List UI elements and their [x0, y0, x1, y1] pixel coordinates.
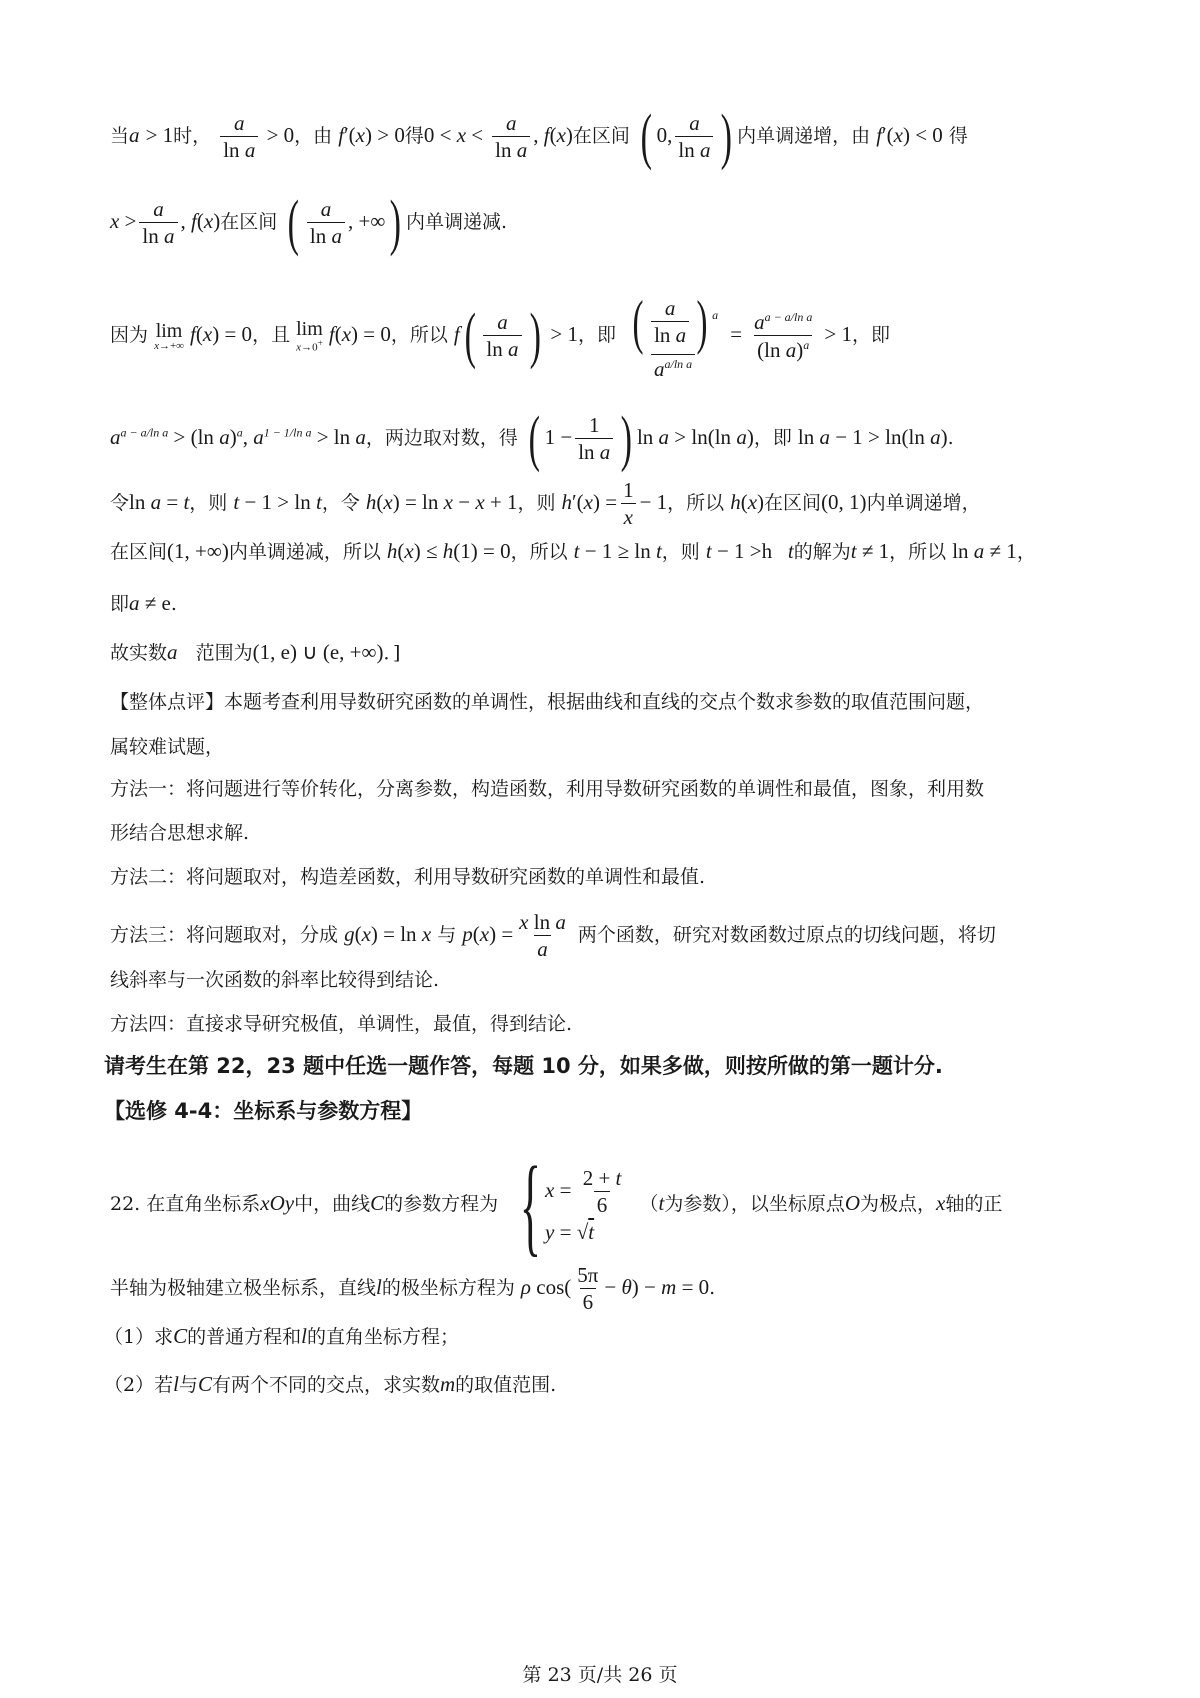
text: 属较难试题，	[110, 736, 225, 758]
text: 因为	[110, 324, 149, 346]
text: ，且	[252, 324, 291, 346]
text: 内单调递增，由	[737, 125, 871, 147]
text-line: 在区间(1, +∞)内单调递减，所以 h(x) ≤ h(1) = 0，所以 t − 1 ≥ ln t，则 t − 1 >h t的解为t ≠ 1，所以 ln a ≠ 1，	[110, 539, 1036, 563]
fraction: $\frac{\text{x ln a}}{a}$	[519, 910, 566, 961]
text-line: 令ln a = t，则 t − 1 > ln t，令 h(x) = ln x − x + 1，则 h′(x) = $\frac{1}{x}$ − 1，所以 h(x)在区间(0, 1)内单调递增，	[110, 478, 981, 529]
text: ，即	[753, 427, 792, 449]
text: 的参数方程为	[384, 1193, 499, 1215]
text: ，即	[578, 324, 617, 346]
text: 【选修 4-4：坐标系与参数方程】	[104, 1099, 423, 1123]
text: 方法四：直接求导研究极值，单调性，最值，得到结论.	[110, 1013, 573, 1035]
text: 22. 在直角坐标系	[110, 1193, 261, 1215]
text: （1）求	[104, 1326, 174, 1348]
text: （2）若	[104, 1374, 174, 1396]
page-footer: 第 23 页/共 26 页	[522, 1664, 678, 1686]
text-line: 当a > 1时， $\frac{a}{\text{ln a}}$ > 0，由 f′(x) > 0得0 < x < $\frac{a}{\text{ln a}}$ , f(x)在区间 ( 0, $\frac{a}{\text{ln a}}$ ) 内单调递增，由 f′(x) < 0 得	[110, 103, 968, 171]
text: 为极点，	[860, 1193, 937, 1215]
text: 得	[948, 125, 968, 147]
fraction: $\frac{a}{\text{ln a}}$	[139, 199, 177, 247]
limit: lim x→+∞	[154, 319, 184, 352]
fraction: $\frac{a^{a - a/ln a}}{(\ln a)^a}$	[754, 310, 813, 362]
text: .	[709, 1277, 716, 1299]
review-line	[110, 693, 1100, 712]
param-system: x = $\frac{2 + t}{6}$ y = √t	[545, 1165, 622, 1244]
limit: lim x→0+	[296, 317, 323, 354]
method-line	[110, 868, 1100, 887]
fraction: $\frac{1}{\text{ln a}}$	[575, 415, 613, 463]
text: ，由	[294, 125, 333, 147]
text: 为参数），以坐标原点	[664, 1193, 845, 1215]
method-line	[110, 1015, 1100, 1034]
question-22: 半轴为极轴建立极坐标系，直线l的极坐标方程为 ρ cos( $\frac{5\pi}{6}$ − θ) − m = 0.	[110, 1263, 716, 1314]
text: 有两个不同的交点，求实数	[211, 1374, 440, 1396]
text: 的极坐标方程为	[381, 1277, 515, 1299]
text: 中，曲线	[294, 1193, 371, 1215]
text: 轴的正	[945, 1193, 1003, 1215]
text: 请考生在第 22，23 题中任选一题作答，每题 10 分，如果多做，则按所做的第一题计分.	[104, 1054, 943, 1078]
text: 即	[110, 593, 130, 615]
text: 内单调递减.	[405, 211, 508, 233]
text: 半轴为极轴建立极坐标系，直线	[110, 1277, 377, 1299]
text: 在区间	[764, 492, 822, 514]
text: ，即	[851, 324, 890, 346]
method-line	[110, 971, 1100, 990]
text: 在区间	[572, 125, 630, 147]
text: 与	[437, 924, 457, 946]
text: （	[639, 1193, 659, 1215]
text: ，则	[517, 492, 556, 514]
text: 故实数	[110, 642, 168, 664]
text: ，则	[661, 541, 700, 563]
text: 当	[110, 125, 130, 147]
review-line	[110, 738, 1100, 757]
text-line: $a^{a - a/ln a} > (\ln$ a)$^a$, $a^{1 - 1/ln a} > \ln a$，两边取对数，得 ( 1 − $\frac{1}{\text{ln a}}$ ) ln a > ln(ln a)，即 ln a − 1 > ln(ln a).	[110, 405, 954, 473]
text: 形结合思想求解.	[110, 822, 250, 844]
fraction: $\frac{a}{\text{ln a}}$	[492, 113, 530, 161]
fraction: $\frac{a}{\text{ln a}}$	[675, 113, 713, 161]
text: 内单调递减，所以	[228, 541, 381, 563]
text: 令	[110, 492, 130, 514]
text: 的直角坐标方程；	[306, 1326, 459, 1348]
text: .	[947, 427, 954, 449]
text: 方法二：将问题取对，构造差函数，利用导数研究函数的单调性和最值.	[110, 866, 706, 888]
fraction: ( $\frac{a}{\text{ln a}}$ ) $^a$ $a^{a/ln a}$	[632, 289, 719, 381]
text: ，所以	[390, 324, 448, 346]
text: 方法三：将问题取对，分成	[110, 924, 339, 946]
text: 的解为	[793, 541, 851, 563]
text: 的取值范围.	[455, 1374, 557, 1396]
fraction: $\frac{5\pi}{6}$	[577, 1263, 599, 1314]
text-line: 故实数a 范围为(1, e) ∪ (e, +∞)．]	[110, 640, 401, 664]
text: 时，	[173, 125, 212, 147]
text: 范围为	[195, 642, 253, 664]
text: ，所以	[889, 541, 947, 563]
text: 线斜率与一次函数的斜率比较得到结论.	[110, 969, 440, 991]
text: 在区间	[110, 541, 168, 563]
text: ，所以	[667, 492, 725, 514]
text-line: 即a ≠ e.	[110, 591, 177, 615]
text: 方法一：将问题进行等价转化，分离参数，构造函数，利用导数研究函数的单调性和最值，图象，利用数	[110, 778, 985, 800]
text: t	[787, 539, 794, 563]
text: 内单调递增，	[866, 492, 981, 514]
fraction: $\frac{1}{x}$	[620, 480, 637, 528]
text: ，所以	[510, 541, 568, 563]
fraction: $\frac{a}{\text{ln a}}$	[483, 312, 521, 360]
text: 两个函数，研究对数函数过原点的切线问题，将切	[577, 924, 996, 946]
text: ，令	[321, 492, 360, 514]
text: 得	[404, 125, 424, 147]
text: ，则	[189, 492, 228, 514]
text: 【整体点评】本题考查利用导数研究函数的单调性，根据曲线和直线的交点个数求参数的取值范围问题，	[110, 691, 985, 713]
text: ，两边取对数，得	[365, 427, 518, 449]
text: 的普通方程和	[187, 1326, 302, 1348]
method-line: 方法三：将问题取对，分成 g(x) = ln x 与 p(x) = $\frac{\text{x ln a}}{a}$ 两个函数，研究对数函数过原点的切线问题，将切	[110, 910, 996, 961]
text-line: 因为 lim x→+∞ f(x) = 0，且 lim x→0+ f(x) = 0，所以 f( $\frac{a}{\text{ln a}}$ ) > 1，即 ( $\frac{a}{\text{ln a}}$ ) $^a$ $a^{a/ln a}$ = $\frac{a^{a - a/ln a}}{(\ln a)^a}$ > 1，即	[110, 289, 890, 381]
text: 在区间	[220, 211, 278, 233]
fraction: $\frac{a}{\text{ln a}}$	[307, 199, 345, 247]
text: ，	[1016, 541, 1036, 563]
sub-question-1: （1）求C的普通方程和l的直角坐标方程；	[104, 1324, 459, 1348]
text: .	[170, 593, 177, 615]
question-22: 22. 在直角坐标系xOy中，曲线C的参数方程为 { x = $\frac{2 + t}{6}$ y = √t （t为参数），以坐标原点O为极点，x轴的正	[110, 1144, 1003, 1266]
text: 与	[178, 1374, 198, 1396]
text-line: x > $\frac{a}{\text{ln a}}$ , f(x)在区间 ( $\frac{a}{\text{ln a}}$ , +∞) 内单调递减.	[110, 189, 508, 257]
notice	[104, 1056, 1100, 1077]
method-line	[110, 780, 1100, 799]
method-line	[110, 824, 1100, 843]
text: ．]	[383, 642, 401, 664]
sub-question-2: （2）若l与C有两个不同的交点，求实数m的取值范围.	[104, 1372, 557, 1396]
brace: {	[520, 1144, 542, 1266]
fraction: $\frac{a}{\text{ln a}}$	[220, 113, 258, 161]
section-heading	[104, 1101, 1100, 1122]
